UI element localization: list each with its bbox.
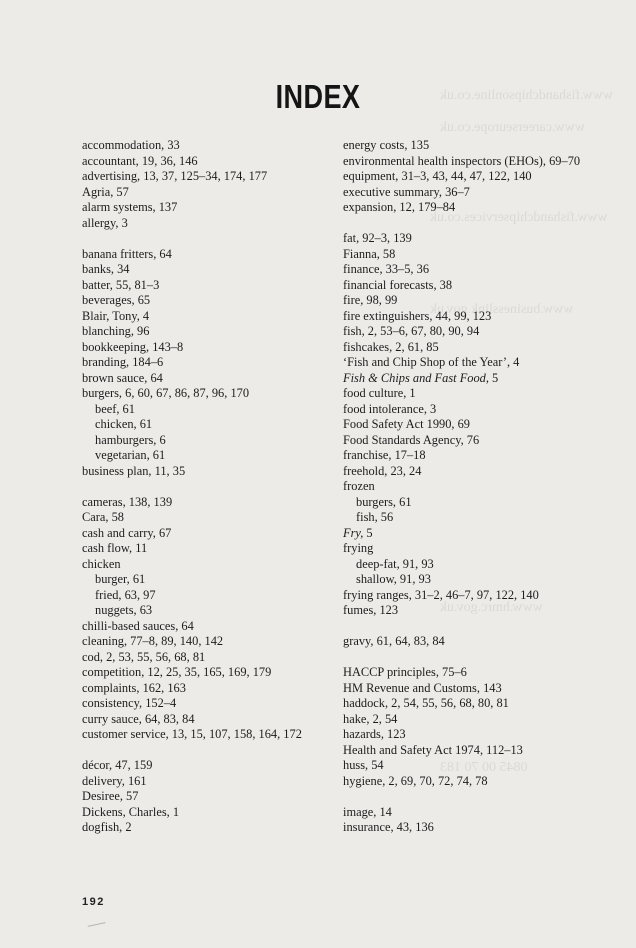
index-entry-text: hygiene, 2, 69, 70, 72, 74, 78 [343,773,488,788]
index-entry [343,293,603,309]
index-entry-text: food intolerance, 3 [343,401,437,416]
index-entry [343,464,603,480]
index-entry [343,402,603,418]
index-entry-text: hamburgers, 6 [95,432,166,447]
index-entry-text: fish, 56 [356,510,394,524]
index-entry [82,293,327,309]
index-entry-text: Fianna, 58 [343,246,396,261]
index-entry-text: burgers, 61 [356,494,412,509]
index-entry-text: 5 [488,370,499,385]
index-entry [82,789,327,805]
index-entry [82,681,327,697]
index-entry [343,278,603,294]
index-entry [343,820,603,836]
index-entry [82,154,327,170]
index-entry [82,712,327,728]
index-entry [82,278,327,294]
index-entry [82,758,327,774]
index-entry-text: curry sauce, 64, 83, 84 [82,711,195,726]
index-entry [343,681,603,697]
index-entry-text: fried, 63, 97 [95,587,156,602]
index-entry-text: chicken [82,556,121,571]
index-entry [343,247,603,263]
index-entry-text: beverages, 65 [82,293,151,307]
index-entry [82,309,327,325]
index-entry [343,154,603,170]
index-entry-text: haddock, 2, 54, 55, 56, 68, 80, 81 [343,696,509,710]
index-entry-text: food culture, 1 [343,386,416,400]
index-entry-text: HM Revenue and Customs, 143 [343,680,502,695]
index-entry [82,138,327,154]
index-entry [82,805,327,821]
show-through-text: 0845 00 70 183 [440,760,528,775]
index-entry-text: Agria, 57 [82,184,129,199]
index-group-gap [82,231,327,247]
index-entry-text: Desiree, 57 [82,789,139,803]
index-entry-text: finance, 33–5, 36 [343,262,430,276]
index-entry-text: gravy, 61, 64, 83, 84 [343,634,445,648]
index-entry [82,386,327,402]
index-entry [343,433,603,449]
index-entry-text: décor, 47, 159 [82,758,153,772]
index-entry-title: Fry, [343,525,364,540]
index-entry-text: banana fritters, 64 [82,246,172,261]
index-group-gap [343,789,603,805]
index-entry [82,665,327,681]
index-entry [82,200,327,216]
index-entry-text: fat, 92–3, 139 [343,231,412,245]
index-entry [82,619,327,635]
index-entry-text: Food Safety Act 1990, 69 [343,417,470,431]
index-subentry [82,603,327,619]
index-entry-text: fishcakes, 2, 61, 85 [343,339,439,354]
index-entry-text: fish, 2, 53–6, 67, 80, 90, 94 [343,324,480,338]
index-entry [82,340,327,356]
index-entry-text: hake, 2, 54 [343,711,398,726]
index-entry [343,634,603,650]
index-entry [82,820,327,836]
index-entry-text: freehold, 23, 24 [343,463,422,478]
index-entry [343,758,603,774]
index-group-gap [343,216,603,232]
index-subentry [82,588,327,604]
index-entry [82,216,327,232]
index-entry [82,634,327,650]
index-entry [82,464,327,480]
index-entry-text: equipment, 31–3, 43, 44, 47, 122, 140 [343,169,532,183]
index-entry-text: hazards, 123 [343,727,406,741]
index-entry-text: cash flow, 11 [82,541,148,555]
index-entry [343,185,603,201]
index-entry [82,262,327,278]
show-through-text: www.fishandchipsonline.co.uk [440,88,613,103]
index-entry [343,727,603,743]
index-entry [82,650,327,666]
index-entry-text: beef, 61 [95,401,135,416]
index-entry-text: consistency, 152–4 [82,696,177,710]
index-entry [82,495,327,511]
index-entry-text: frozen [343,479,375,493]
index-entry [82,324,327,340]
index-entry [82,247,327,263]
index-entry [82,355,327,371]
index-entry [343,355,603,371]
index-entry-text: Dickens, Charles, 1 [82,804,180,819]
index-entry-text: executive summary, 36–7 [343,184,470,199]
index-entry [343,262,603,278]
index-entry-text: frying [343,541,374,555]
index-entry-text: complaints, 162, 163 [82,680,186,695]
index-entry-text: insurance, 43, 136 [343,820,434,834]
index-entry [343,448,603,464]
index-entry [82,541,327,557]
index-entry-text: burger, 61 [95,572,146,586]
index-entry-text: nuggets, 63 [95,603,153,617]
index-entry-text: cash and carry, 67 [82,525,172,540]
index-entry-text: frying ranges, 31–2, 46–7, 97, 122, 140 [343,587,539,602]
index-entry-text: accountant, 19, 36, 146 [82,153,198,168]
page-title: INDEX [275,78,361,115]
index-entry-text: Health and Safety Act 1974, 112–13 [343,742,523,757]
index-entry-text: energy costs, 135 [343,138,430,152]
index-entry [343,231,603,247]
index-entry-text: cleaning, 77–8, 89, 140, 142 [82,634,224,648]
page-number: 192 [82,896,105,908]
index-entry-text: allergy, 3 [82,215,128,230]
index-group-gap [343,650,603,666]
index-entry [343,805,603,821]
index-entry-text: Blair, Tony, 4 [82,308,150,323]
index-entry [343,324,603,340]
index-entry-text: 5 [363,525,373,540]
index-entry [343,712,603,728]
index-entry [343,169,603,185]
index-entry [343,696,603,712]
index-entry-text: fire, 98, 99 [343,293,398,307]
index-entry [343,138,603,154]
index-entry-text: fire extinguishers, 44, 99, 123 [343,308,492,323]
index-entry-text: financial forecasts, 38 [343,277,453,292]
index-entry-text: customer service, 13, 15, 107, 158, 164, 172 [82,727,302,741]
index-entry [343,541,603,557]
index-entry-text: ‘Fish and Chip Shop of the Year’, 4 [343,355,520,369]
index-entry [343,479,603,495]
index-subentry [343,510,603,526]
index-subentry [343,572,603,588]
index-entry [343,588,603,604]
index-entry [82,727,327,743]
index-entry [82,371,327,387]
index-entry [82,557,327,573]
index-entry [343,386,603,402]
index-entry-text: advertising, 13, 37, 125–34, 174, 177 [82,169,268,183]
index-group-gap [82,479,327,495]
index-subentry [343,557,603,573]
show-through-text: www.careerseurope.co.uk [440,120,585,135]
index-entry-text: huss, 54 [343,758,384,772]
index-entry-text: franchise, 17–18 [343,448,426,462]
index-entry [82,169,327,185]
index-entry-text: delivery, 161 [82,773,147,788]
index-entry-text: vegetarian, 61 [95,448,166,462]
show-through-text: www.fishandchipservices.co.uk [430,210,608,225]
index-entry [343,603,603,619]
index-entry-text: burgers, 6, 60, 67, 86, 87, 96, 170 [82,386,250,400]
index-entry-text: fumes, 123 [343,603,399,617]
index-entry [343,526,603,542]
index-entry-text: Cara, 58 [82,510,124,524]
show-through-text: www.hmrc.gov.uk [440,600,543,615]
index-entry [343,417,603,433]
pencil-mark [88,922,107,931]
index-subentry [82,433,327,449]
index-entry-text: bookkeeping, 143–8 [82,339,184,354]
index-entry-text: chicken, 61 [95,417,153,431]
index-entry-text: shallow, 91, 93 [356,572,431,586]
index-entry-text: dogfish, 2 [82,820,132,834]
index-entry-text: cod, 2, 53, 55, 56, 68, 81 [82,649,206,664]
index-entry-title: Fish & Chips and Fast Food, [343,370,489,385]
index-entry-text: business plan, 11, 35 [82,463,186,478]
index-column-left [82,138,327,836]
index-entry-text: cameras, 138, 139 [82,494,173,509]
index-entry-text: banks, 34 [82,262,130,276]
index-entry-text: branding, 184–6 [82,355,164,369]
index-entry-text: batter, 55, 81–3 [82,277,160,292]
index-group-gap [82,743,327,759]
index-entry-text: image, 14 [343,804,392,819]
index-entry [343,340,603,356]
index-subentry [82,402,327,418]
index-entry [343,371,603,387]
index-entry [82,185,327,201]
index-entry [343,774,603,790]
index-entry [82,774,327,790]
index-subentry [343,495,603,511]
index-entry-text: deep-fat, 91, 93 [356,556,434,571]
index-entry [82,510,327,526]
index-entry [82,526,327,542]
index-entry-text: expansion, 12, 179–84 [343,200,456,214]
index-entry [343,665,603,681]
index-entry-text: Food Standards Agency, 76 [343,432,480,447]
index-subentry [82,417,327,433]
index-entry-text: environmental health inspectors (EHOs), 69–70 [343,153,581,168]
show-through-text: www.businesslink.gov.uk [430,302,574,317]
index-entry-text: brown sauce, 64 [82,370,163,385]
index-entry-text: HACCP principles, 75–6 [343,665,467,679]
index-entry [343,309,603,325]
index-entry [343,200,603,216]
index-entry-text: accommodation, 33 [82,138,180,152]
index-subentry [82,572,327,588]
index-entry [82,696,327,712]
index-entry-text: blanching, 96 [82,324,150,338]
index-group-gap [343,619,603,635]
index-entry-text: competition, 12, 25, 35, 165, 169, 179 [82,665,272,679]
index-column-right [343,138,603,836]
index-subentry [82,448,327,464]
index-entry [343,743,603,759]
index-entry-text: alarm systems, 137 [82,200,178,214]
index-entry-text: chilli-based sauces, 64 [82,618,194,633]
